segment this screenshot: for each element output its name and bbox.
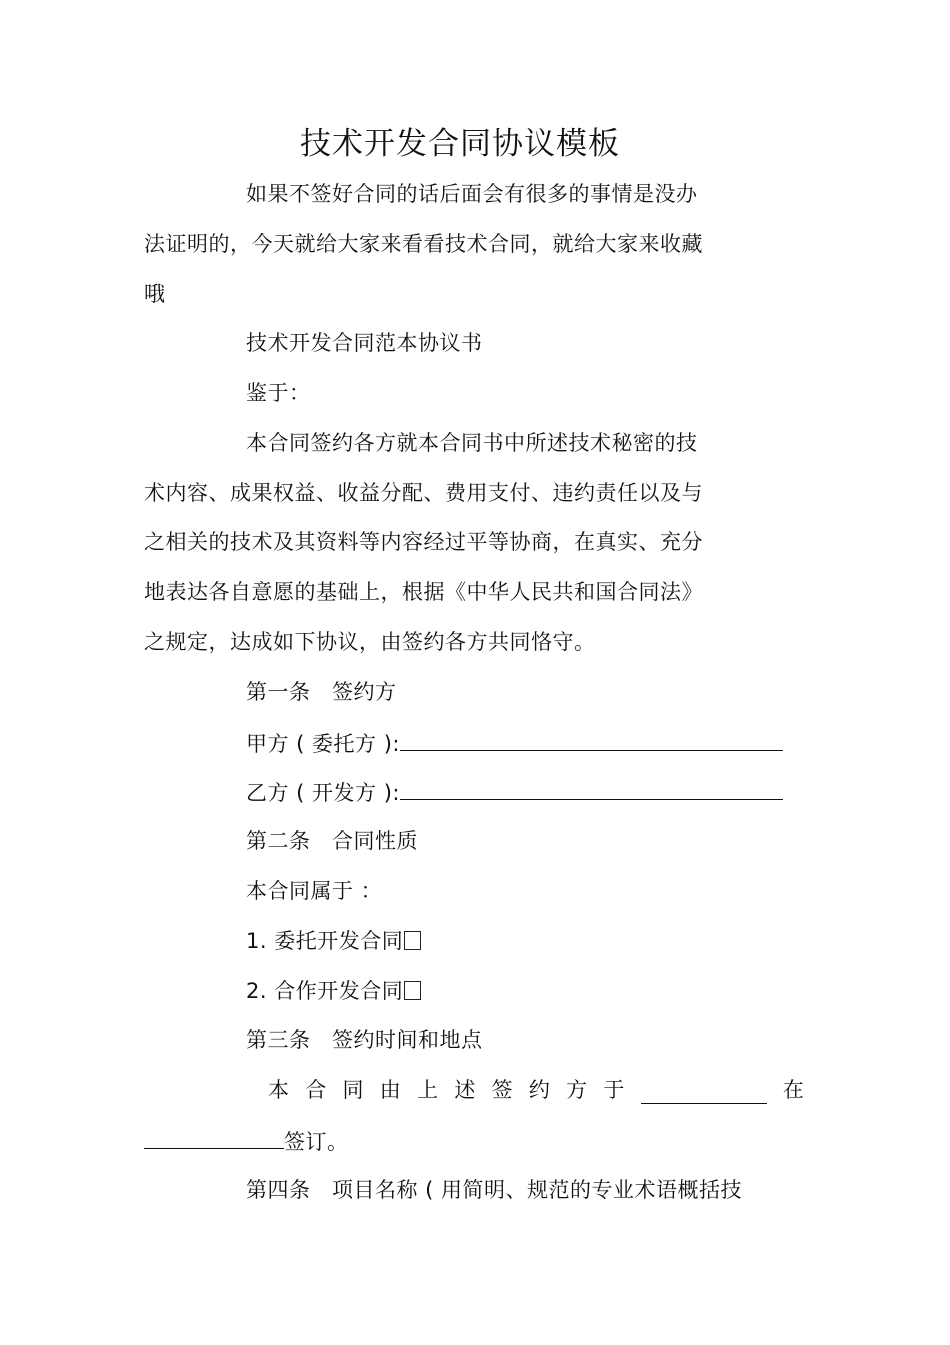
whereas-line-5: 之规定，达成如下协议，由签约各方共同恪守。 <box>144 630 596 654</box>
signing-date-blank[interactable] <box>641 1081 767 1104</box>
whereas-line-2: 术内容、成果权益、收益分配、费用支付、违约责任以及与 <box>144 481 703 505</box>
party-b-label: 乙方 ( 开发方 ): <box>246 781 400 805</box>
party-a-blank[interactable] <box>400 728 783 751</box>
signing-char: 上 <box>417 1078 439 1102</box>
intro-line-3: 哦 <box>144 282 166 306</box>
option-commissioned-checkbox[interactable] <box>404 931 421 950</box>
article-3-heading: 第三条 签约时间和地点 <box>246 1028 483 1052</box>
signing-char: 合 <box>305 1078 327 1102</box>
party-b-blank[interactable] <box>400 777 783 800</box>
whereas-line-4: 地表达各自意愿的基础上，根据《中华人民共和国合同法》 <box>144 580 703 604</box>
signing-char: 于 <box>603 1078 625 1102</box>
party-b-row <box>246 777 783 807</box>
signing-char: 同 <box>342 1078 364 1102</box>
signing-char: 方 <box>566 1078 588 1102</box>
signing-char: 签 <box>491 1078 513 1102</box>
option-commissioned-label: 1. 委托开发合同 <box>246 929 404 953</box>
whereas-line-1: 本合同签约各方就本合同书中所述技术秘密的技 <box>246 431 698 455</box>
article-4-heading: 第四条 项目名称 ( 用简明、规范的专业术语概括技 <box>246 1178 743 1202</box>
option-commissioned-row <box>246 927 421 955</box>
whereas-label: 鉴于： <box>246 381 311 405</box>
party-a-label: 甲方 ( 委托方 ): <box>246 732 400 756</box>
article-1-heading: 第一条 签约方 <box>246 680 397 704</box>
option-cooperative-label: 2. 合作开发合同 <box>246 979 404 1003</box>
document-title: 技术开发合同协议模板 <box>300 126 620 162</box>
whereas-line-3: 之相关的技术及其资料等内容经过平等协商，在真实、充分 <box>144 530 703 554</box>
intro-line-1: 如果不签好合同的话后面会有很多的事情是没办 <box>246 182 698 206</box>
signing-place-blank[interactable] <box>144 1126 284 1149</box>
intro-line-2: 法证明的，今天就给大家来看看技术合同，就给大家来收藏 <box>144 232 703 256</box>
option-cooperative-checkbox[interactable] <box>404 981 421 1000</box>
signing-place-row <box>144 1126 349 1156</box>
agreement-subtitle: 技术开发合同范本协议书 <box>246 331 483 355</box>
option-cooperative-row <box>246 977 421 1005</box>
party-a-row <box>246 728 783 758</box>
signing-char: 述 <box>454 1078 476 1102</box>
signing-date-row <box>268 1076 804 1104</box>
signed-label: 签订。 <box>284 1130 349 1154</box>
signing-char: 本 <box>268 1078 289 1102</box>
signing-char: 约 <box>528 1078 550 1102</box>
signing-at-label: 在 <box>782 1078 804 1102</box>
article-2-heading: 第二条 合同性质 <box>246 829 418 853</box>
signing-char: 由 <box>379 1078 401 1102</box>
contract-belongs-label: 本合同属于 ： <box>246 879 383 903</box>
